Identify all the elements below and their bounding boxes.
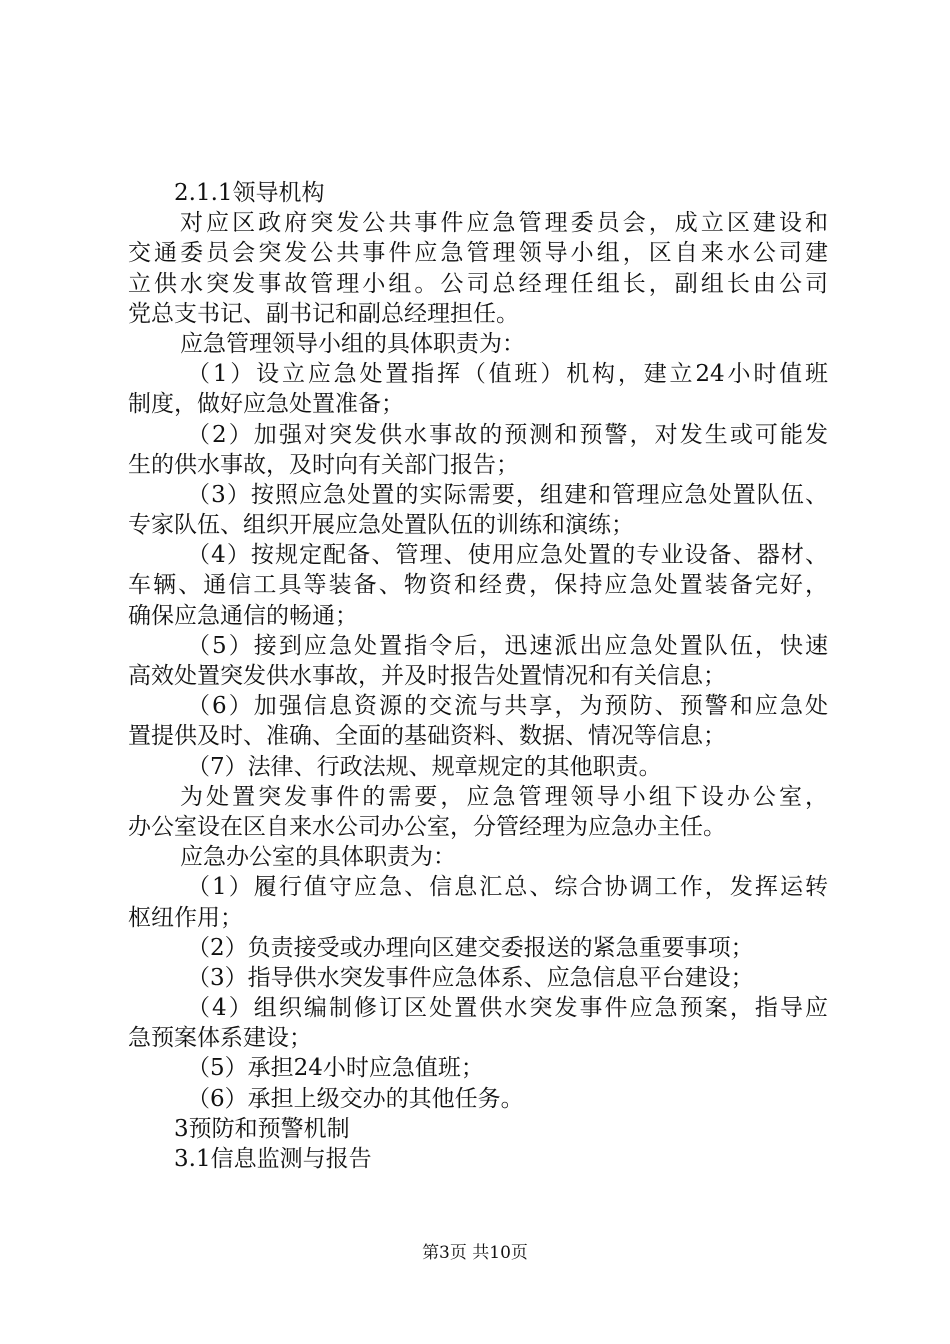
list-item-line: 专家队伍、组织开展应急处置队伍的训练和演练； <box>128 512 634 539</box>
list-item-line: （1）设立应急处置指挥（值班）机构，建立24小时值班 <box>187 361 828 388</box>
paragraph-line: 应急管理领导小组的具体职责为： <box>180 330 525 357</box>
list-item-line: 置提供及时、准确、全面的基础资料、数据、情况等信息； <box>128 723 726 750</box>
list-item-line: （5）接到应急处置指令后，迅速派出应急处置队伍，快速 <box>187 632 828 659</box>
list-item-line: （1）履行值守应急、信息汇总、综合协调工作，发挥运转 <box>187 874 828 901</box>
list-item-line: （5）承担24小时应急值班； <box>187 1055 484 1082</box>
page-number-footer: 第3页 共10页 <box>422 1243 528 1263</box>
list-item-line: （3）按照应急处置的实际需要，组建和管理应急处置队伍、 <box>187 481 828 508</box>
list-item-line: 确保应急通信的畅通； <box>128 602 358 629</box>
document-body <box>128 178 828 1174</box>
paragraph-line: 党总支书记、副书记和副总经理担任。 <box>128 300 519 327</box>
paragraph-line: 对应区政府突发公共事件应急管理委员会，成立区建设和 <box>180 210 828 237</box>
section-heading: 2.1.1领导机构 <box>174 180 325 206</box>
list-item-line: （4）组织编制修订区处置供水突发事件应急预案，指导应 <box>187 995 828 1022</box>
list-item-line: （6）加强信息资源的交流与共享，为预防、预警和应急处 <box>187 693 828 720</box>
paragraph-line: 为处置突发事件的需要，应急管理领导小组下设办公室， <box>180 783 828 810</box>
list-item-line: （6）承担上级交办的其他任务。 <box>187 1085 524 1112</box>
list-item-line: 制度，做好应急处置准备； <box>128 391 404 418</box>
list-item-line: 枢纽作用； <box>128 904 243 931</box>
list-item-line: （4）按规定配备、管理、使用应急处置的专业设备、器材、 <box>187 542 828 569</box>
list-item-line: （7）法律、行政法规、规章规定的其他职责。 <box>187 753 662 780</box>
paragraph-line: 应急办公室的具体职责为： <box>180 844 456 871</box>
list-item-line: （2）负责接受或办理向区建交委报送的紧急重要事项； <box>187 934 754 961</box>
list-item-line: （2）加强对突发供水事故的预测和预警，对发生或可能发 <box>187 421 828 448</box>
list-item-line: 车辆、通信工具等装备、物资和经费，保持应急处置装备完好， <box>128 572 828 599</box>
list-item-line: 生的供水事故，及时向有关部门报告； <box>128 451 519 478</box>
paragraph-line: 办公室设在区自来水公司办公室，分管经理为应急办主任。 <box>128 813 726 840</box>
section-heading: 3.1信息监测与报告 <box>174 1146 372 1172</box>
list-item-line: 高效处置突发供水事故，并及时报告处置情况和有关信息； <box>128 663 726 689</box>
paragraph-line: 交通委员会突发公共事件应急管理领导小组，区自来水公司建 <box>128 240 828 267</box>
list-item-line: （3）指导供水突发事件应急体系、应急信息平台建设； <box>187 964 754 991</box>
list-item-line: 急预案体系建设； <box>128 1025 312 1052</box>
paragraph-line: 立供水突发事故管理小组。公司总经理任组长，副组长由公司 <box>128 270 828 297</box>
section-heading: 3预防和预警机制 <box>174 1115 350 1142</box>
